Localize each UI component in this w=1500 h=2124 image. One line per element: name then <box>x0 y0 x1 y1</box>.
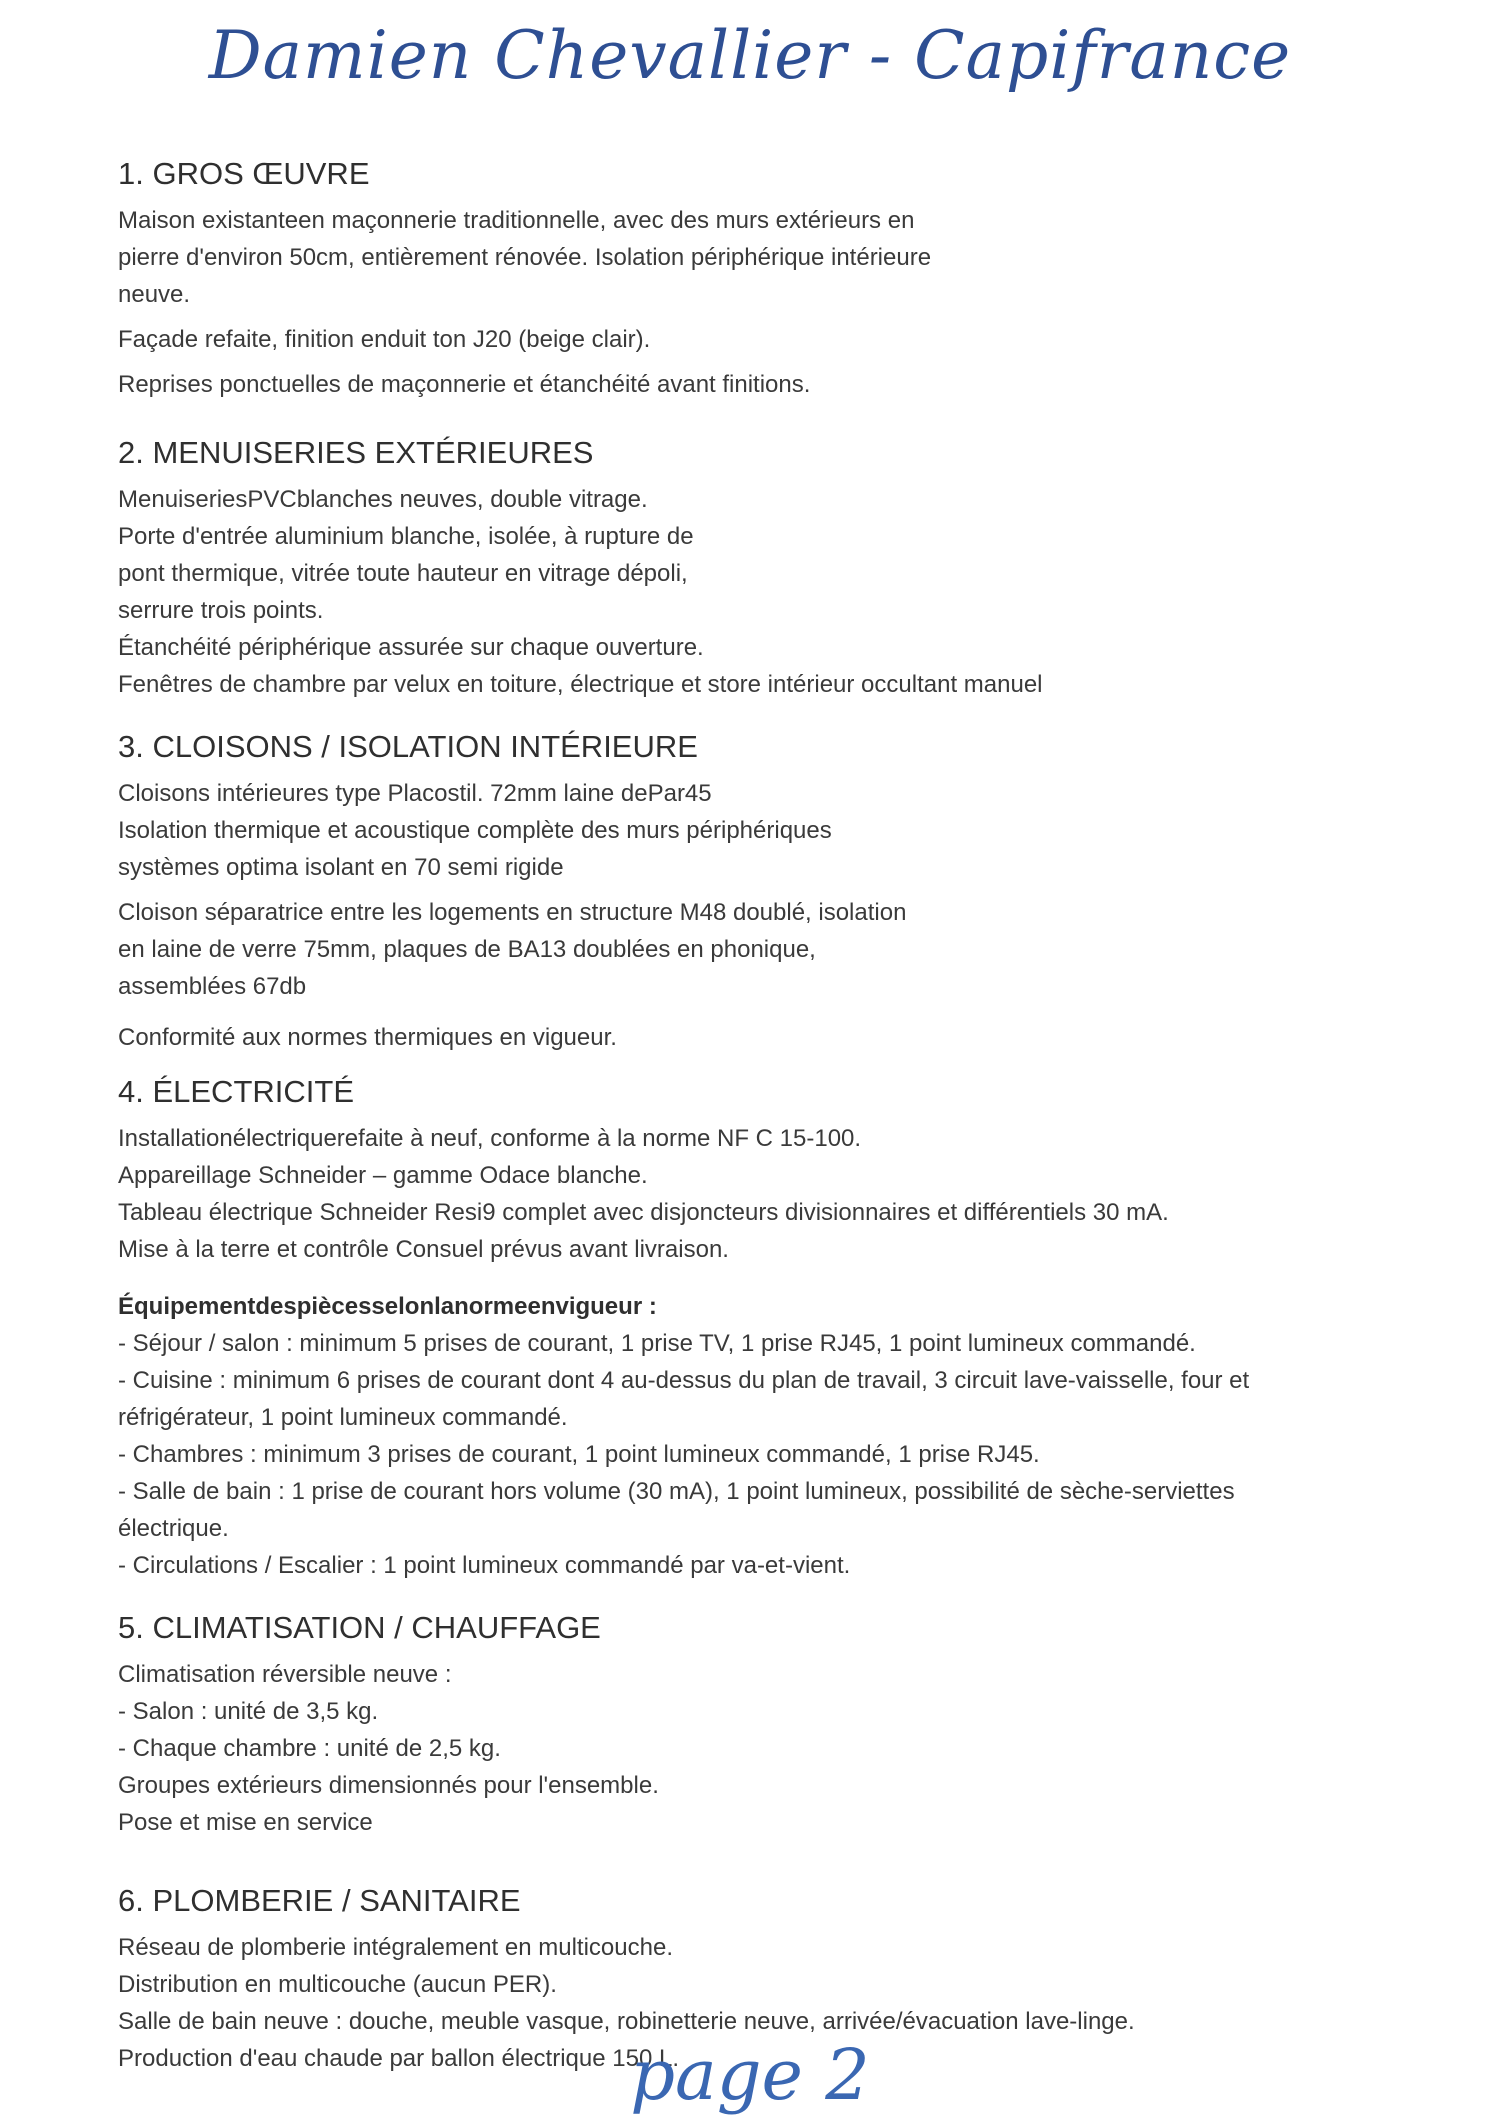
text-line: Maison existanteen maçonnerie traditionnelle, avec des murs extérieurs en <box>118 207 915 234</box>
text-line: - Circulations / Escalier : 1 point lumineux commandé par va-et-vient. <box>118 1552 851 1579</box>
document-body <box>0 154 1500 2077</box>
text-line: MenuiseriesPVCblanches neuves, double vitrage. <box>118 486 648 513</box>
text-line: Fenêtres de chambre par velux en toiture, électrique et store intérieur occultant manuel <box>118 671 1043 698</box>
text-line: Salle de bain neuve : douche, meuble vasque, robinetterie neuve, arrivée/évacuation lave-linge. <box>118 2008 1135 2035</box>
section-title: 1. GROS ŒUVRE <box>118 156 370 191</box>
section-title: 2. MENUISERIES EXTÉRIEURES <box>118 435 594 470</box>
text-line: Production d'eau chaude par ballon électrique 150 L. <box>118 2045 679 2072</box>
text-line: Distribution en multicouche (aucun PER). <box>118 1971 557 1998</box>
text-line: Reprises ponctuelles de maçonnerie et étanchéité avant finitions. <box>118 371 811 398</box>
text-line: réfrigérateur, 1 point lumineux commandé. <box>118 1404 568 1431</box>
text-line: pierre d'environ 50cm, entièrement rénovée. Isolation périphérique intérieure <box>118 244 932 271</box>
text-line: - Chambres : minimum 3 prises de courant, 1 point lumineux commandé, 1 prise RJ45. <box>118 1441 1040 1468</box>
text-line: serrure trois points. <box>118 597 324 624</box>
equipment-subheading: Équipementdespiècesselonlanormeenvigueur : <box>118 1293 657 1320</box>
text-line: Mise à la terre et contrôle Consuel prévus avant livraison. <box>118 1236 729 1263</box>
text-line: Isolation thermique et acoustique complète des murs périphériques <box>118 817 832 844</box>
section-gros-oeuvre <box>118 154 1430 403</box>
text-line: neuve. <box>118 281 191 308</box>
text-line: Façade refaite, finition enduit ton J20 (beige clair). <box>118 326 651 353</box>
document-header <box>0 0 1500 120</box>
text-line: Tableau électrique Schneider Resi9 complet avec disjoncteurs divisionnaires et différentiels 30 mA. <box>118 1199 1169 1226</box>
text-line: en laine de verre 75mm, plaques de BA13 doublées en phonique, <box>118 936 816 963</box>
text-line: électrique. <box>118 1515 229 1542</box>
section-title: 5. CLIMATISATION / CHAUFFAGE <box>118 1610 601 1645</box>
text-line: Conformité aux normes thermiques en vigueur. <box>118 1024 617 1051</box>
text-line: - Cuisine : minimum 6 prises de courant dont 4 au-dessus du plan de travail, 3 circuit lave-vaisselle, four et <box>118 1367 1250 1394</box>
text-line: Étanchéité périphérique assurée sur chaque ouverture. <box>118 634 704 661</box>
section-cloisons-isolation <box>118 727 1430 1056</box>
text-line: - Séjour / salon : minimum 5 prises de courant, 1 prise TV, 1 prise RJ45, 1 point lumineux commandé. <box>118 1330 1196 1357</box>
text-line: assemblées 67db <box>118 973 307 1000</box>
section-climatisation-chauffage <box>118 1608 1430 1841</box>
text-line: Cloisons intérieures type Placostil. 72mm laine dePar45 <box>118 780 712 807</box>
text-line: Porte d'entrée aluminium blanche, isolée, à rupture de <box>118 523 694 550</box>
page-number: page 2 <box>630 2034 870 2116</box>
text-line: Cloison séparatrice entre les logements en structure M48 doublé, isolation <box>118 899 907 926</box>
text-line: - Salle de bain : 1 prise de courant hors volume (30 mA), 1 point lumineux, possibilité de sèche-serviettes <box>118 1478 1235 1505</box>
section-title: 3. CLOISONS / ISOLATION INTÉRIEURE <box>118 729 698 764</box>
text-line: Appareillage Schneider – gamme Odace blanche. <box>118 1162 648 1189</box>
page-title: Damien Chevallier - Capifrance <box>208 17 1292 94</box>
text-line: Groupes extérieurs dimensionnés pour l'ensemble. <box>118 1772 659 1799</box>
section-title: 6. PLOMBERIE / SANITAIRE <box>118 1883 521 1918</box>
section-menuiseries-exterieures <box>118 433 1430 703</box>
text-line: Installationélectriquerefaite à neuf, conforme à la norme NF C 15-100. <box>118 1125 862 1152</box>
section-electricite <box>118 1072 1430 1584</box>
text-line: systèmes optima isolant en 70 semi rigide <box>118 854 564 881</box>
section-title: 4. ÉLECTRICITÉ <box>118 1074 354 1109</box>
text-line: Réseau de plomberie intégralement en multicouche. <box>118 1934 673 1961</box>
text-line: Pose et mise en service <box>118 1809 373 1836</box>
text-line: Climatisation réversible neuve : <box>118 1661 452 1688</box>
text-line: - Salon : unité de 3,5 kg. <box>118 1698 379 1725</box>
text-line: pont thermique, vitrée toute hauteur en vitrage dépoli, <box>118 560 688 587</box>
text-line: - Chaque chambre : unité de 2,5 kg. <box>118 1735 501 1762</box>
